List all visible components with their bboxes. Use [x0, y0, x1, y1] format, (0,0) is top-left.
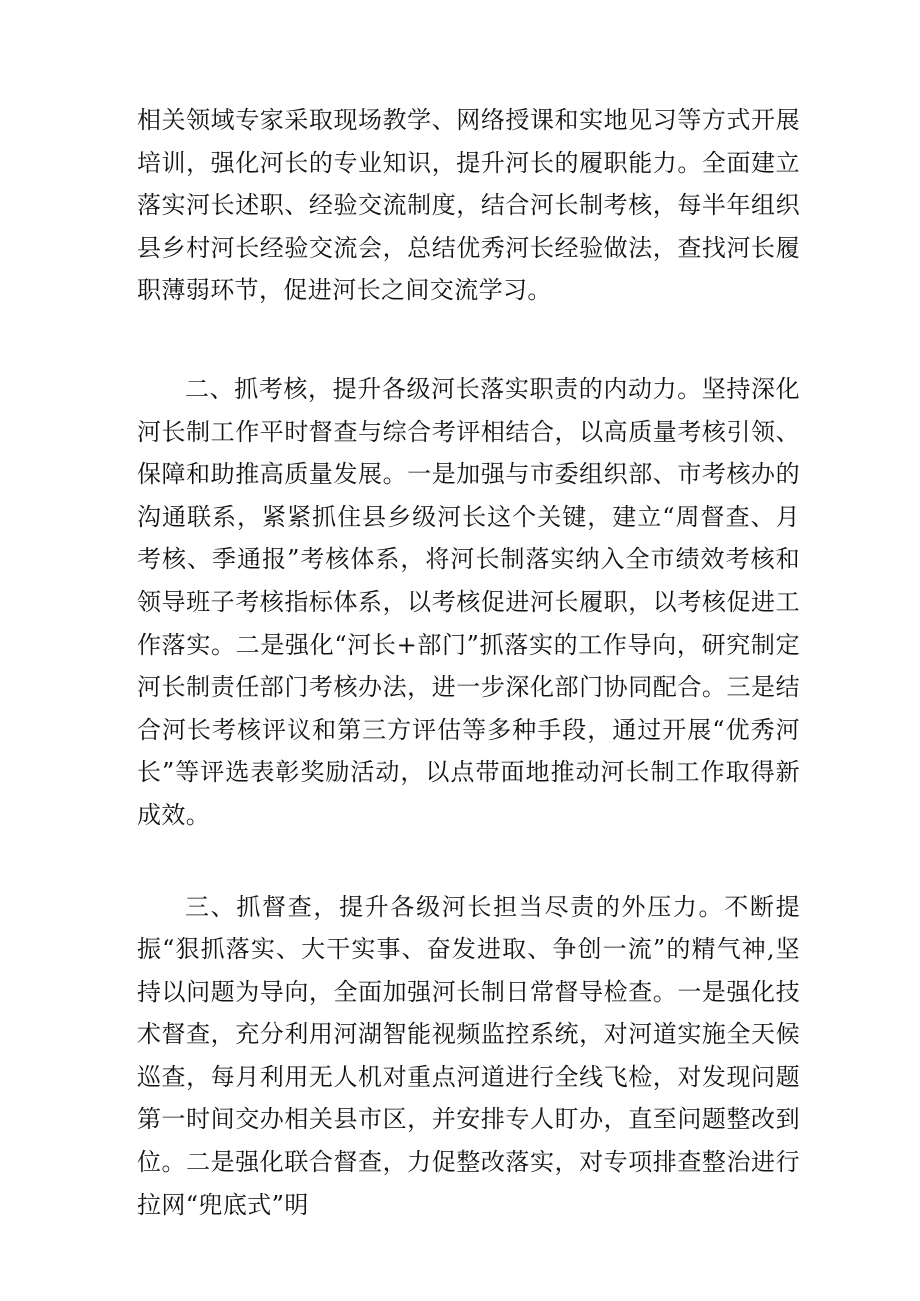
paragraph-section-three: 三、抓督查，提升各级河长担当尽责的外压力。不断提振“狠抓落实、大干实事、奋发进取、争创一流”的精气神,坚持以问题为导向，全面加强河长制日常督导检查。一是强化技术督查，充分利用河湖智能视频监控系统，对河道实施全天候巡查，每月利用无人机对重点河道进行全线飞检，对发现问题第一时间交办相关县市区，并安排专人盯办，直至问题整改到位。二是强化联合督查，力促整改落实，对专项排查整治进行拉网“兜底式”明 [137, 892, 800, 1219]
paragraph-gap [137, 837, 800, 886]
paragraph-section-two: 二、抓考核，提升各级河长落实职责的内动力。坚持深化河长制工作平时督查与综合考评相结合，以高质量考核引领、保障和助推高质量发展。一是加强与市委组织部、市考核办的沟通联系，紧紧抓住县乡级河长这个关键，建立“周督查、月考核、季通报”考核体系，将河长制落实纳入全市绩效考核和领导班子考核指标体系，以考核促进河长履职，以考核促进工作落实。二是强化“河长+部门”抓落实的工作导向，研究制定河长制责任部门考核办法，进一步深化部门协同配合。三是结合河长考核评议和第三方评估等多种手段，通过开展“优秀河长”等评选表彰奖励活动，以点带面地推动河长制工作取得新成效。 [137, 374, 800, 829]
paragraph-continuation: 相关领域专家采取现场教学、网络授课和实地见习等方式开展培训，强化河长的专业知识，提升河长的履职能力。全面建立落实河长述职、经验交流制度，结合河长制考核，每半年组织县乡村河长经验交流会，总结优秀河长经验做法，查找河长履职薄弱环节，促进河长之间交流学习。 [137, 106, 800, 305]
paragraph-gap [137, 312, 800, 368]
